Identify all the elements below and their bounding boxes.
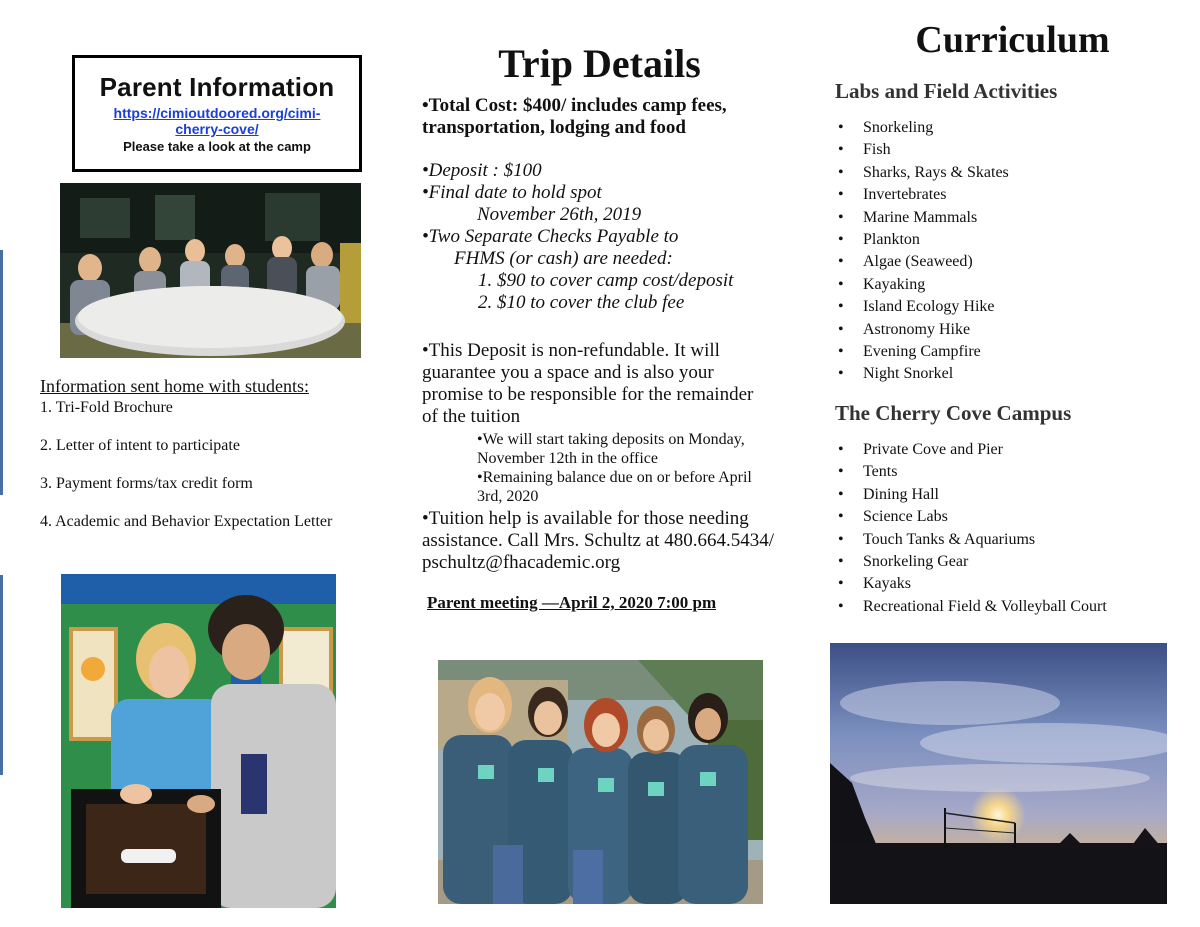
labs-item: • Kayaking <box>838 274 1009 296</box>
campus-item: • Recreational Field & Volleyball Court <box>838 596 1107 618</box>
parent-info-title: Parent Information <box>99 72 335 102</box>
info-sent-item: 2. Letter of intent to participate <box>40 437 240 454</box>
deposit-schedule <box>477 430 777 506</box>
labs-item: • Fish <box>838 139 1009 161</box>
payment-details <box>422 160 782 314</box>
left-edge-bar <box>0 250 3 495</box>
deposit-text: •Deposit : $100 <box>422 160 542 181</box>
campus-item: • Science Labs <box>838 506 1107 528</box>
labs-item: • Algae (Seaweed) <box>838 251 1009 273</box>
check-club-fee: 2. $10 to cover the club fee <box>478 292 685 313</box>
labs-item: • Night Snorkel <box>838 363 1009 385</box>
final-date-label: •Final date to hold spot <box>422 182 602 203</box>
balance-due-text: •Remaining balance due on or before April 3rd, 2020 <box>477 469 752 505</box>
total-cost-text: •Total Cost: $400/ includes camp fees, transportation, lodging and food <box>422 95 727 138</box>
campus-list <box>838 439 1107 618</box>
labs-item: • Marine Mammals <box>838 207 1009 229</box>
info-sent-list <box>40 398 360 550</box>
trip-details-title: Trip Details <box>498 41 701 86</box>
labs-item: • Plankton <box>838 229 1009 251</box>
campus-item: • Kayaks <box>838 573 1107 595</box>
labs-item: • Snorkeling <box>838 117 1009 139</box>
campus-item: • Private Cove and Pier <box>838 439 1107 461</box>
parent-information-box <box>72 55 362 172</box>
parent-info-note: Please take a look at the camp <box>123 139 311 154</box>
camp-link-line2: cherry-cove/ <box>175 121 259 137</box>
campus-heading: The Cherry Cove Campus <box>835 401 1072 425</box>
checks-line2: FHMS (or cash) are needed: <box>454 248 673 269</box>
photo-group-of-girls <box>438 660 763 904</box>
info-sent-item: 1. Tri-Fold Brochure <box>40 399 173 416</box>
info-sent-item: 4. Academic and Behavior Expectation Letter <box>40 513 333 530</box>
photo-sunset-cove <box>830 643 1167 904</box>
labs-heading: Labs and Field Activities <box>835 79 1058 103</box>
info-sent-item: 3. Payment forms/tax credit form <box>40 475 253 492</box>
info-sent-heading: Information sent home with students: <box>40 376 309 396</box>
nonrefundable-text: •This Deposit is non-refundable. It will guarantee you a space and is also your promise to be responsible for the remainder of the tuition <box>422 340 754 427</box>
labs-list <box>838 117 1009 386</box>
labs-item: • Evening Campfire <box>838 341 1009 363</box>
labs-item: • Astronomy Hike <box>838 319 1009 341</box>
campus-item: • Touch Tanks & Aquariums <box>838 529 1107 551</box>
labs-item: • Sharks, Rays & Skates <box>838 162 1009 184</box>
deposit-start-text: •We will start taking deposits on Monday, November 12th in the office <box>477 431 745 467</box>
camp-link-line1: https://cimioutdoored.org/cimi- <box>113 105 321 121</box>
final-date-value: November 26th, 2019 <box>477 204 642 225</box>
campus-item: • Tents <box>838 461 1107 483</box>
photo-girls-at-table <box>60 183 361 358</box>
parent-meeting-text: Parent meeting —April 2, 2020 7:00 pm <box>427 593 717 612</box>
curriculum-title: Curriculum <box>915 19 1110 61</box>
campus-item: • Snorkeling Gear <box>838 551 1107 573</box>
photo-students-touch-tank <box>61 574 336 908</box>
check-camp-cost: 1. $90 to cover camp cost/deposit <box>478 270 734 291</box>
labs-item: • Island Ecology Hike <box>838 296 1009 318</box>
left-edge-bar <box>0 575 3 775</box>
tuition-help-text: •Tuition help is available for those needing assistance. Call Mrs. Schultz at 480.664.5434/ pschultz@fhacademic.org <box>422 508 774 573</box>
checks-line1: •Two Separate Checks Payable to <box>422 226 679 247</box>
camp-website-link[interactable] <box>75 105 359 137</box>
campus-item: • Dining Hall <box>838 484 1107 506</box>
labs-item: • Invertebrates <box>838 184 1009 206</box>
